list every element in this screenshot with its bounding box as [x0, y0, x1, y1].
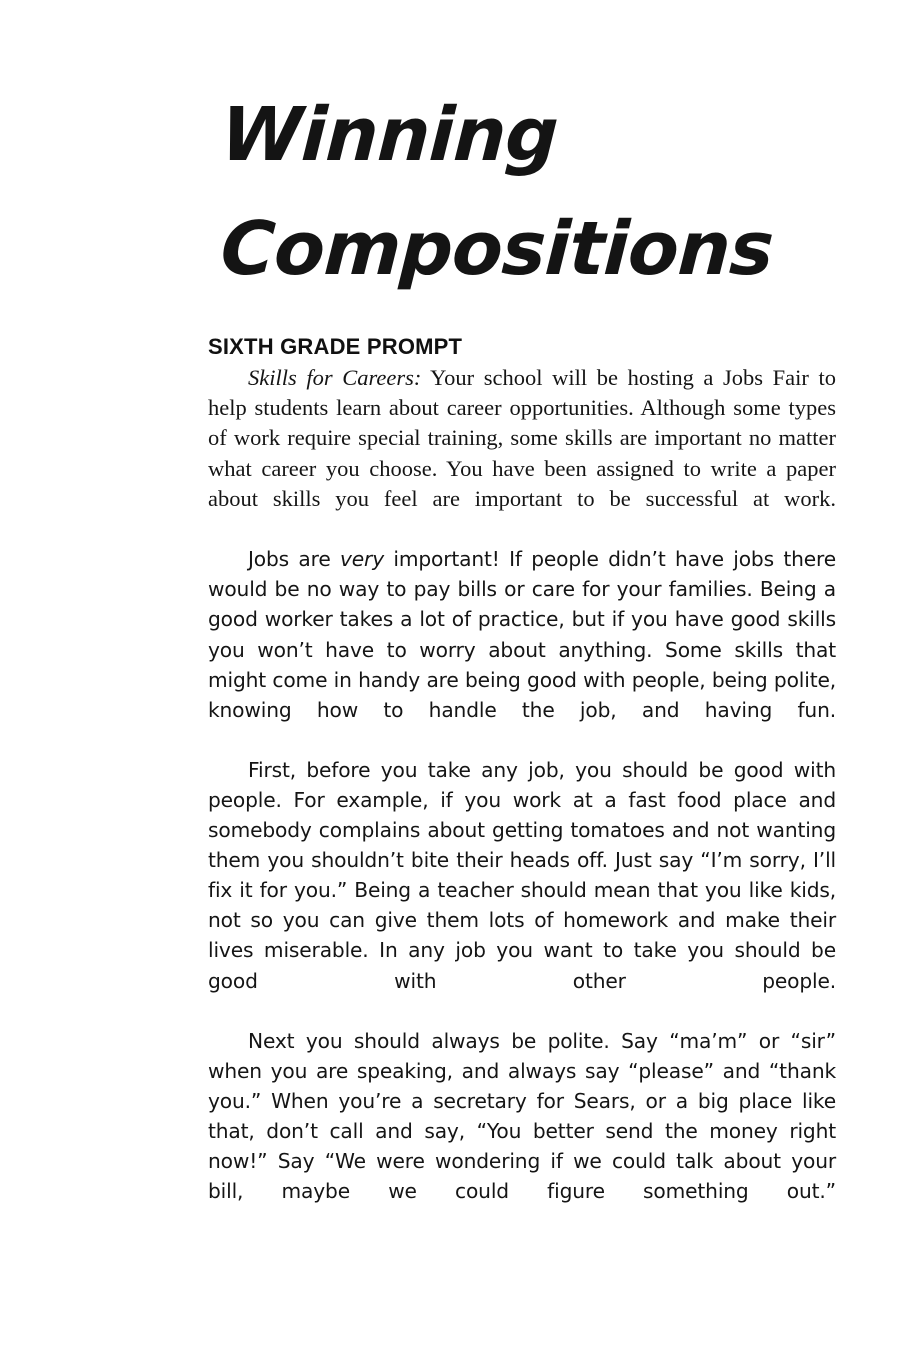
essay-p1-emphasis: very	[339, 547, 384, 572]
essay-p1-before-italic: Jobs are	[248, 547, 340, 572]
essay-paragraph-2: First, before you take any job, you should be good with people. For example, if you work at a fast food place and somebody complains about getting tomatoes and not wanting them you shouldn’t bite their heads off. Just say “I’m sorry, I’ll fix it for you.” Being a teacher should mean that you like kids, not so you can give them lots of homework and make their lives miserable. In any job you want to take you should be good with other people.	[208, 757, 836, 993]
title-line-2: Compositions	[218, 206, 776, 292]
prompt-heading: SIXTH GRADE PROMPT	[208, 334, 463, 359]
document-title	[218, 78, 858, 306]
prompt-label: Skills for Careers:	[248, 365, 422, 390]
essay-p1-after-italic: important! If people didn’t have jobs there would be no way to pay bills or care for your families. Being a good worker takes a lot of practice, but if you have good skills you won’t have to worry about anything. Some skills that might come in handy are being good with people, being polite, knowing how to handle the job, and having fun.	[208, 547, 836, 722]
title-line-1: Winning	[218, 92, 560, 178]
essay-paragraph-3: Next you should always be polite. Say “ma’m” or “sir” when you are speaking, and always say “please” and “thank you.” When you’re a secretary for Sears, or a big place like that, don’t call and say, “You better send the money right now!” Say “We were wondering if we could talk about your bill, maybe we could figure something out.”	[208, 1028, 836, 1204]
prompt-paragraph	[208, 363, 836, 544]
prompt-text: Your school will be hosting a Jobs Fair to help students learn about career opportunities. Although some types of work require special training, some skills are important no matter what career you choose. You have been assigned to write a paper about skills you feel are important to be successful at work.	[208, 365, 837, 511]
essay-paragraph-1	[208, 544, 836, 755]
text-column	[208, 332, 836, 1236]
